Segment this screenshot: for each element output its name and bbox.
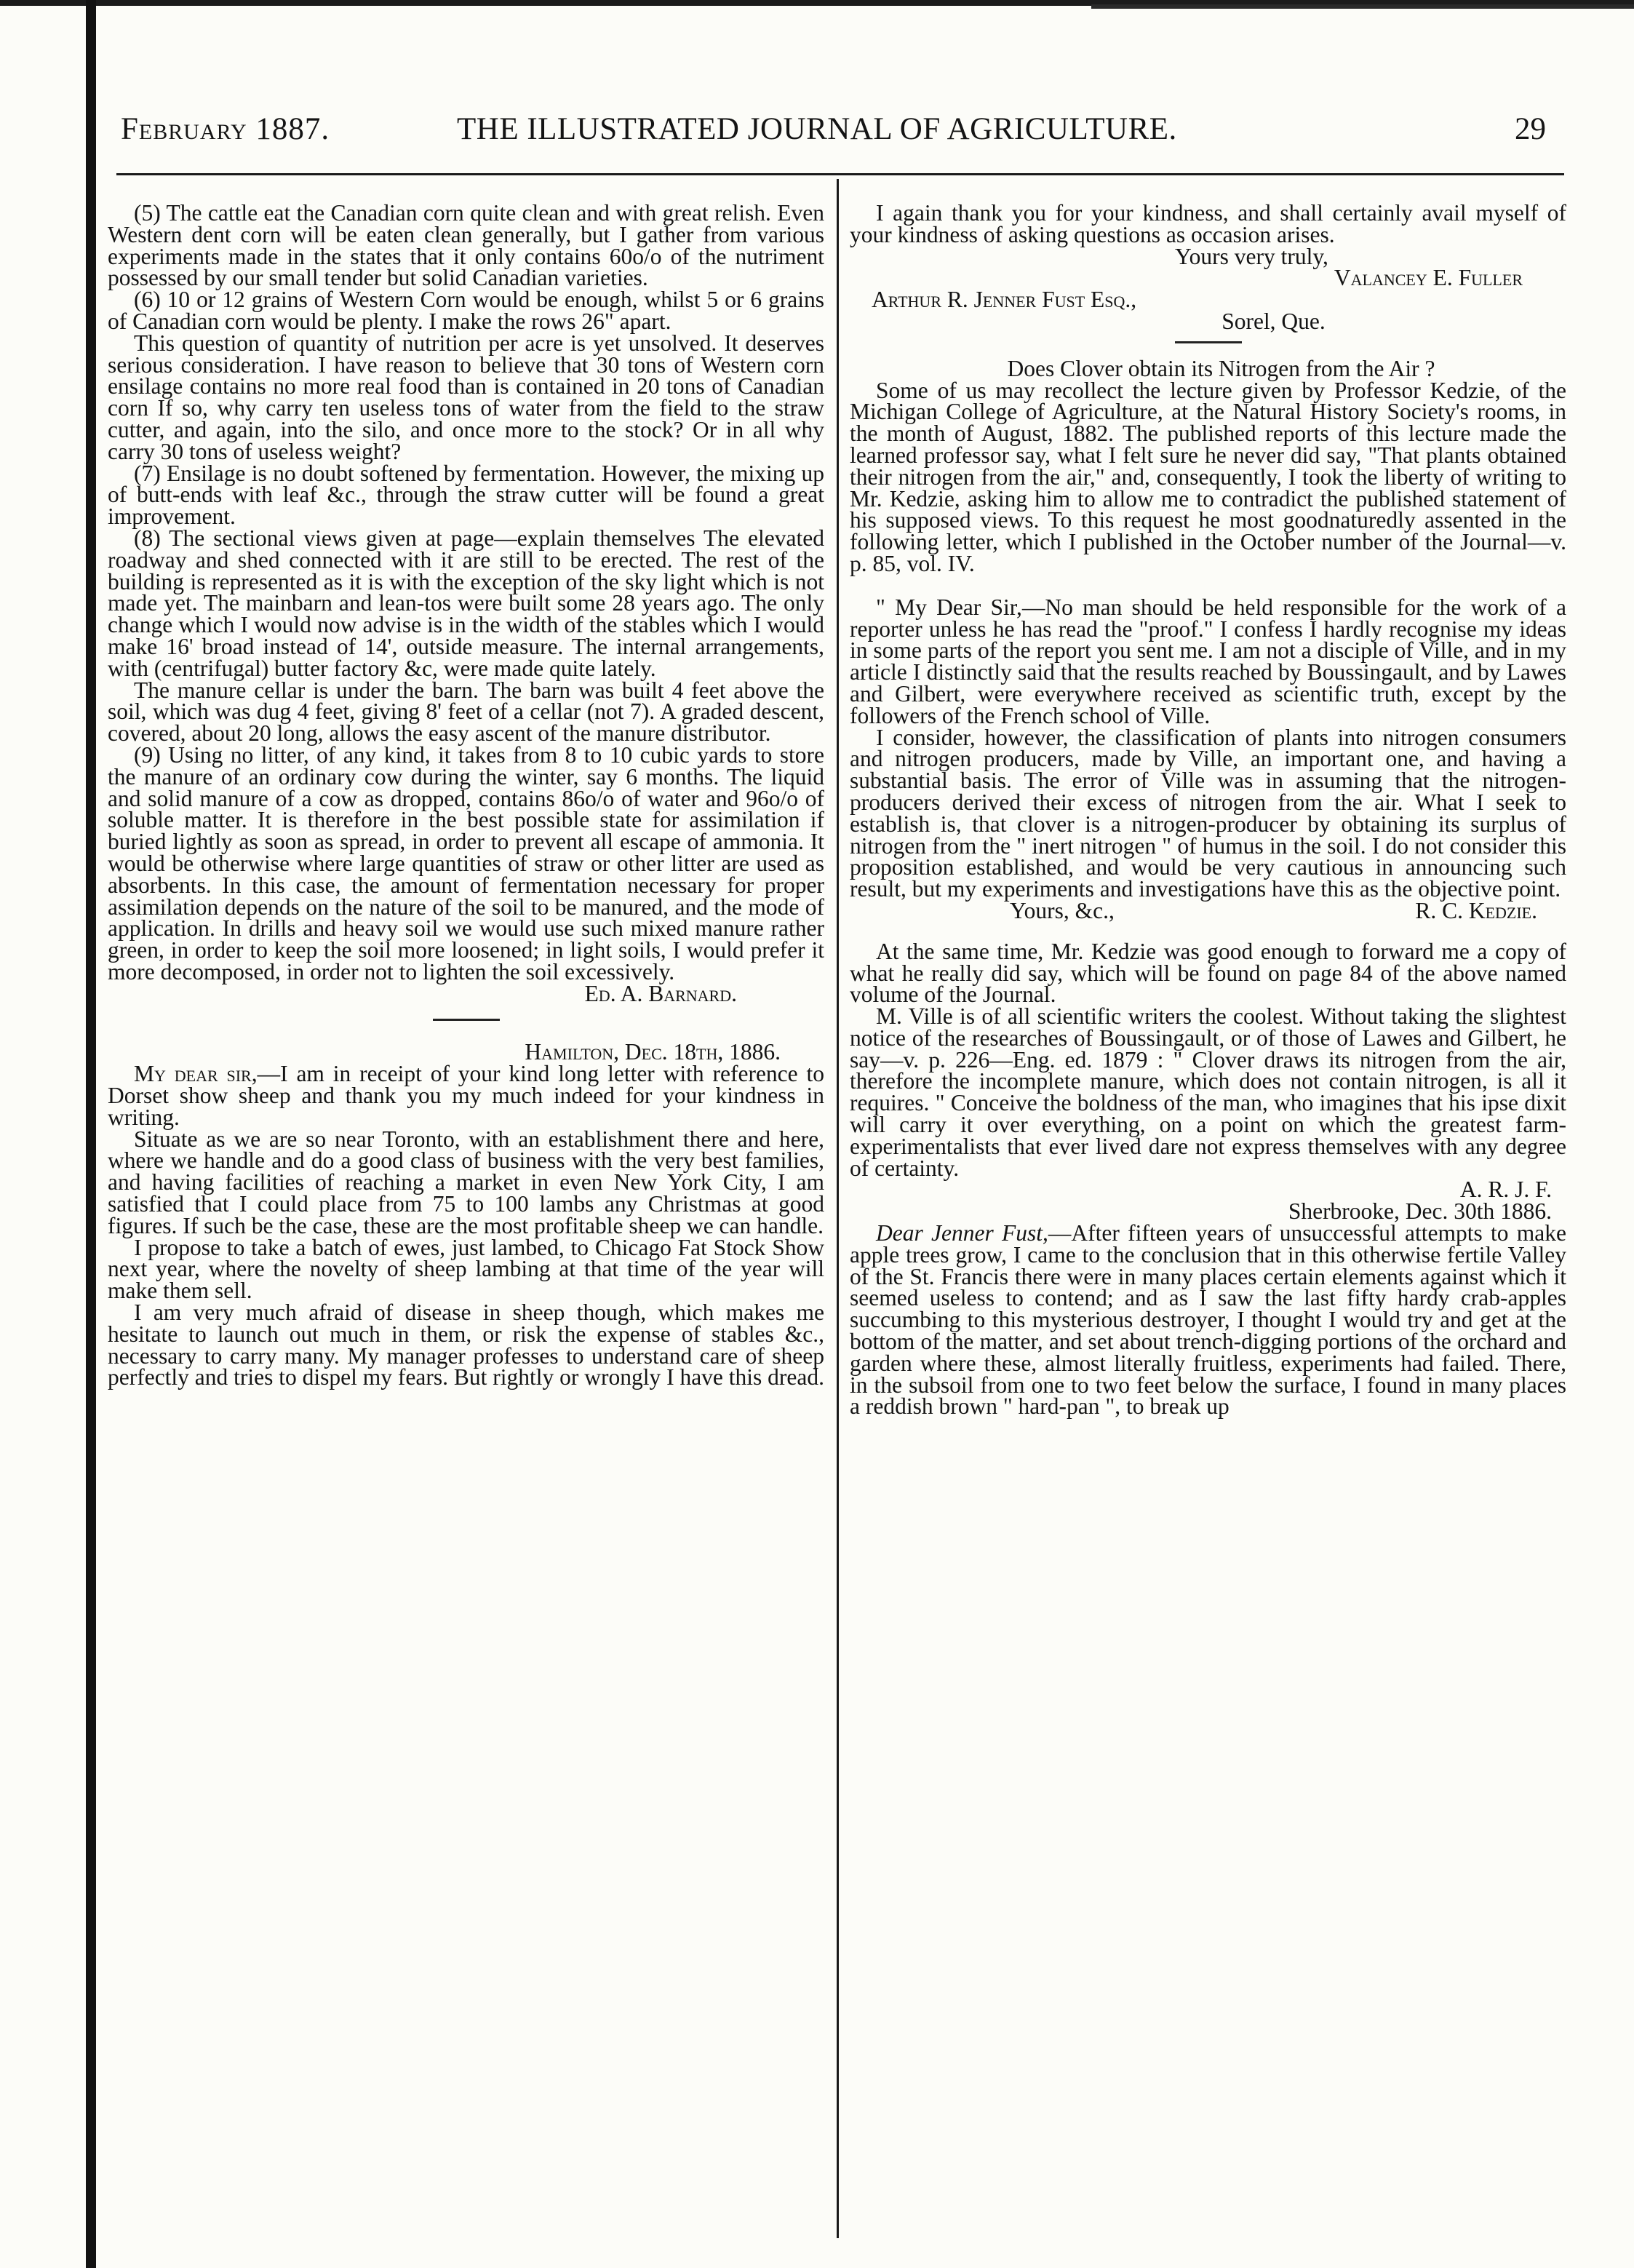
paragraph: I again thank you for your kindness, and shall certainly avail myself of your kindness of asking questions as occasion arises. bbox=[850, 200, 1566, 247]
paragraph: (8) The sectional views given at page—explain themselves The elevated roadway and shed connected with it are still to be erected. The rest of the building is represented as it is with the exception of the sky light which is not made yet. The mainbarn and lean-tos were built some 28 years ago. The only change which I would now advise is in the width of the stables which I would make 16' broad instead of 14', outside measure. The internal arrangements, with (centrifugal) butter factory &c, were made quite lately. bbox=[108, 525, 824, 681]
spacer bbox=[850, 922, 1566, 941]
spacer bbox=[850, 575, 1566, 597]
left-column bbox=[108, 202, 824, 1388]
addressee: Arthur R. Jenner Fust Esq., bbox=[872, 287, 1137, 313]
page-number: 29 bbox=[1515, 112, 1546, 146]
section-rule bbox=[1175, 341, 1242, 343]
paragraph: M. Ville is of all scientific writers the coolest. Without taking the slightest notice of the researches of Boussingault, or of those of Lawes and Gilbert, he say—v. p. 226—Eng. ed. 1879 : " Clover draws its nitrogen from the air, therefore the incomplete manure, which does not contain nitrogen, is all it requires. " Conceive the boldness of the man, who imagines that his ipse dixit will carry it over everything, on a point on which the greatest farm-experimentalists that ever lived dare not express themselves with any degree of certainty. bbox=[850, 1003, 1566, 1181]
salutation: My dear sir, bbox=[134, 1061, 258, 1087]
paragraph: (6) 10 or 12 grains of Western Corn would be enough, whilst 5 or 6 grains of Canadian corn would be plenty. I make the rows 26" apart. bbox=[108, 287, 824, 334]
letter-dateline: Hamilton, Dec. 18th, 1886. bbox=[525, 1039, 781, 1065]
column-divider bbox=[837, 179, 839, 2238]
paragraph-text: —After fifteen years of unsuccessful attempts to make apple trees grow, I came to the conclusion that in this otherwise fertile Valley of the St. Francis there were in many places certain elements against which it seemed useless to contend; and as I saw the last fifty hardy crab-apples succumbing to this mysterious destroyer, I thought I would try and get at the bottom of the matter, and set about trench-digging portions of the orchard and garden where these, almost literally fruitless, experiments had failed. There, in the subsoil from one to two feet below the surface, I found in many places a reddish brown " hard-pan ", to break up bbox=[850, 1220, 1566, 1420]
article-heading: Does Clover obtain its Nitrogen from the Air ? bbox=[1007, 355, 1435, 381]
paragraph: (5) The cattle eat the Canadian corn quite clean and with great relish. Even Western dent corn will be eaten clean generally, but I gather from various experiments made in the states that it only contains 60o/o of the nutriment possessed by our small tender but solid Canadian varieties. bbox=[108, 200, 824, 291]
paragraph: The manure cellar is under the barn. The barn was built 4 feet above the soil, which was dug 4 feet, giving 8' feet of a cellar (not 7). A graded descent, covered, about 20 long, allows the easy ascent of the manure distributor. bbox=[108, 677, 824, 747]
signature: R. C. Kedzie. bbox=[1415, 897, 1537, 923]
issue-date: February 1887. bbox=[121, 112, 330, 146]
signature-line bbox=[850, 897, 1566, 923]
header-rule bbox=[116, 173, 1564, 175]
paragraph: I am very much afraid of disease in sheep though, which makes me hesitate to launch out much in them, or risk the expense of stables &c., necessary to carry many. My manager professes to understand care of sheep perfectly and tries to dispel my fears. But rightly or wrongly I have this dread. bbox=[108, 1300, 824, 1390]
paragraph: (9) Using no litter, of any kind, it takes from 8 to 10 cubic yards to store the manure of an ordinary cow during the winter, say 6 months. The liquid and solid manure of a cow as dropped, contains 86o/o of water and 96o/o of soluble matter. It is therefore in the best possible state for assimilation if buried lightly as soon as spread, in order to prevent all escape of ammonia. It would be otherwise where large quantities of straw or other litter are used as absorbents. In this case, the amount of fermentation necessary for proper assimilation depends on the nature of the soil to be manured, and the mode of application. In drills and heavy soil we would use such mixed manure rather green, in order to keep the soil more loosened; in light soils, I would prefer it more decomposed, in order not to lighten the soil excessively. bbox=[108, 741, 824, 984]
letter-dateline: Sherbrooke, Dec. 30th 1886. bbox=[1288, 1198, 1552, 1225]
addressee-place: Sorel, Que. bbox=[1221, 308, 1326, 334]
paragraph: (7) Ensilage is no doubt softened by fermentation. However, the mixing up of butt-ends with leaf &c., through the straw cutter will be found a great improvement. bbox=[108, 460, 824, 530]
paragraph: I propose to take a batch of ewes, just lambed, to Chicago Fat Stock Show next year, where the novelty of sheep lambing at that time of the year will make them sell. bbox=[108, 1234, 824, 1304]
paragraph-text: —I am in receipt of your kind long letter with reference to Dorset show sheep and thank you my much indeed for your kindness in writing. bbox=[108, 1061, 824, 1130]
page-masthead bbox=[109, 108, 1564, 159]
closing: Yours, &c., bbox=[1010, 897, 1115, 923]
scan-binding-edge bbox=[86, 0, 96, 2268]
section-rule bbox=[433, 1019, 500, 1021]
paragraph: I consider, however, the classification of plants into nitrogen consumers and nitrogen producers, made by Ville, an important one, and having a substantial basis. The error of Ville was in assuming that the nitrogen-producers derived their excess of nitrogen from the air. What I seek to establish is, that clover is a nitrogen-producer by obtaining its surplus of nitrogen from the " inert nitrogen " of humus in the soil. I do not consider this proposition established, and would be very cautious in announcing such result, but my experiments and investigations have this as the objective point. bbox=[850, 724, 1566, 902]
journal-title: THE ILLUSTRATED JOURNAL OF AGRICULTURE. bbox=[457, 112, 1177, 146]
paragraph bbox=[850, 1220, 1566, 1420]
closing: Yours very truly, bbox=[1175, 243, 1328, 269]
salutation: Dear Jenner Fust, bbox=[876, 1220, 1048, 1246]
signature: Valancey E. Fuller bbox=[1334, 265, 1523, 291]
paragraph: " My Dear Sir,—No man should be held responsible for the work of a reporter unless he has read the "proof." I confess I hardly recognise my ideas in some parts of the report you sent me. I am not a disciple of Ville, and in my article I distinctly said that the results reached by Boussingault, and by Lawes and Gilbert, were everywhere received as scientific truth, except by the followers of the French school of Ville. bbox=[850, 594, 1566, 728]
paragraph: Situate as we are so near Toronto, with an establishment there and here, where we handle and do a good class of business with the very best families, and having facilities of reaching a market in even New York City, I am satisfied that I could place from 75 to 100 lambs any Christmas at good figures. If such be the case, these are the most profitable sheep we can handle. bbox=[108, 1126, 824, 1238]
signature: A. R. J. F. bbox=[1459, 1177, 1552, 1203]
right-column bbox=[850, 200, 1566, 1420]
paragraph: Some of us may recollect the lecture given by Professor Kedzie, of the Michigan College of Agriculture, at the Natural History Society's rooms, in the month of August, 1882. The published reports of this lecture made the learned professor say, what I felt sure he never did say, "That plants obtained their nitrogen from the air," and, consequently, I took the liberty of writing to Mr. Kedzie, asking him to allow me to contradict the published statement of his supposed views. To this request he most goodnaturedly assented in the following letter, which I published in the October number of the Journal—v. p. 85, vol. IV. bbox=[850, 377, 1566, 576]
paragraph bbox=[108, 1063, 824, 1128]
paragraph: At the same time, Mr. Kedzie was good enough to forward me a copy of what he really did say, which will be found on page 84 of the above named volume of the Journal. bbox=[850, 938, 1566, 1008]
scan-edge-top-shadow bbox=[1091, 4, 1634, 9]
signature: Ed. A. Barnard. bbox=[584, 980, 737, 1006]
paragraph: This question of quantity of nutrition per acre is yet unsolved. It deserves serious consideration. I have reason to believe that 30 tons of Western corn ensilage contains no more real food than is contained in 20 tons of Canadian corn If so, why carry ten useless tons of water from the field to the straw cutter, and again, into the silo, and once more to the stock? Or in all why carry 30 tons of useless weight? bbox=[108, 330, 824, 464]
